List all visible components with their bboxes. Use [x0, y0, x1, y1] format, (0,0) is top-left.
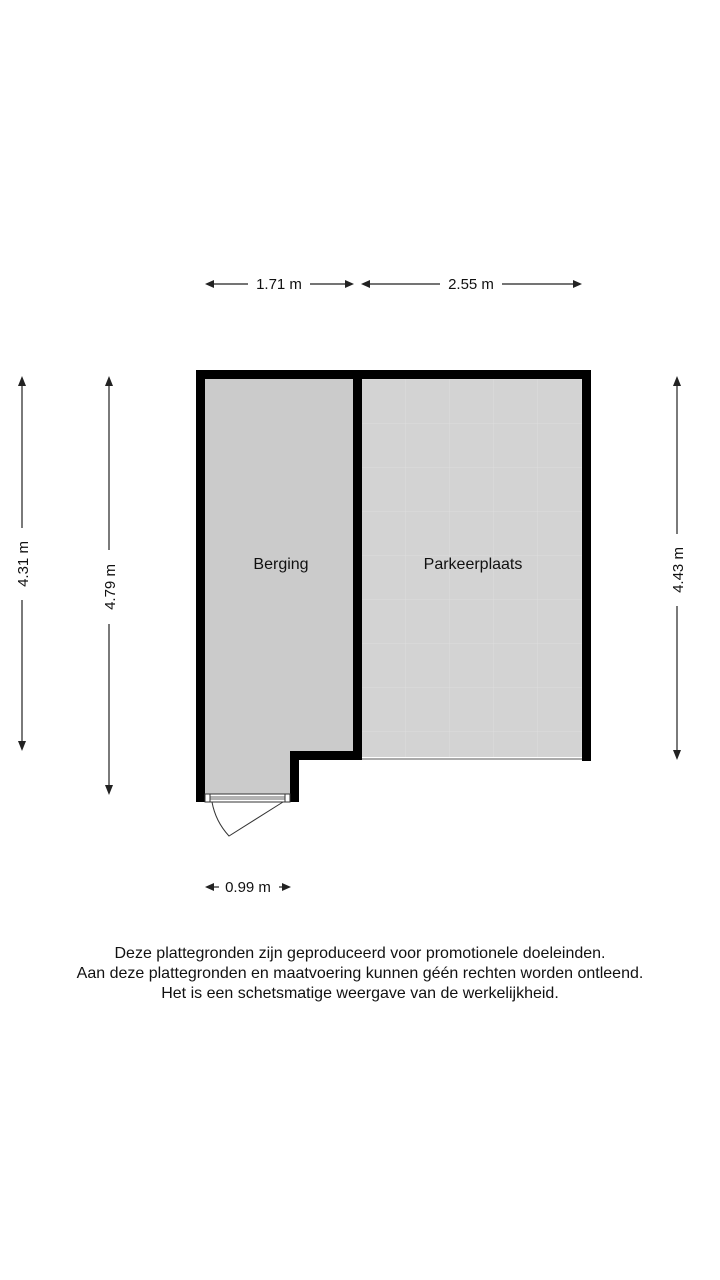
- dimension-label-top-left: 1.71 m: [256, 276, 302, 293]
- dimension-top-left: [205, 276, 354, 293]
- dimension-label-top-right: 2.55 m: [448, 276, 494, 293]
- door: [205, 794, 290, 836]
- dimension-left-outer: [15, 376, 32, 751]
- dimension-right: [670, 376, 687, 760]
- dimension-bottom: [205, 879, 291, 896]
- door-swing-icon: [212, 802, 283, 836]
- dimension-left-inner: [102, 376, 119, 795]
- storage-room-floor: [201, 374, 357, 798]
- dimension-top-right: [361, 276, 582, 293]
- disclaimer: [0, 944, 720, 1004]
- room-label-storage: Berging: [253, 556, 309, 573]
- disclaimer-line-3: Het is een schetsmatige weergave van de werkelijkheid.: [161, 985, 559, 1002]
- dimension-label-left-outer: 4.31 m: [15, 541, 32, 587]
- disclaimer-line-1: Deze plattegronden zijn geproduceerd voor promotionele doeleinden.: [114, 945, 606, 962]
- dimension-label-left-inner: 4.79 m: [102, 564, 119, 610]
- room-label-parking: Parkeerplaats: [423, 556, 523, 573]
- dimension-label-bottom: 0.99 m: [225, 879, 271, 896]
- disclaimer-line-2: Aan deze plattegronden en maatvoering kunnen géén rechten worden ontleend.: [76, 965, 644, 982]
- dimension-label-right: 4.43 m: [670, 547, 687, 593]
